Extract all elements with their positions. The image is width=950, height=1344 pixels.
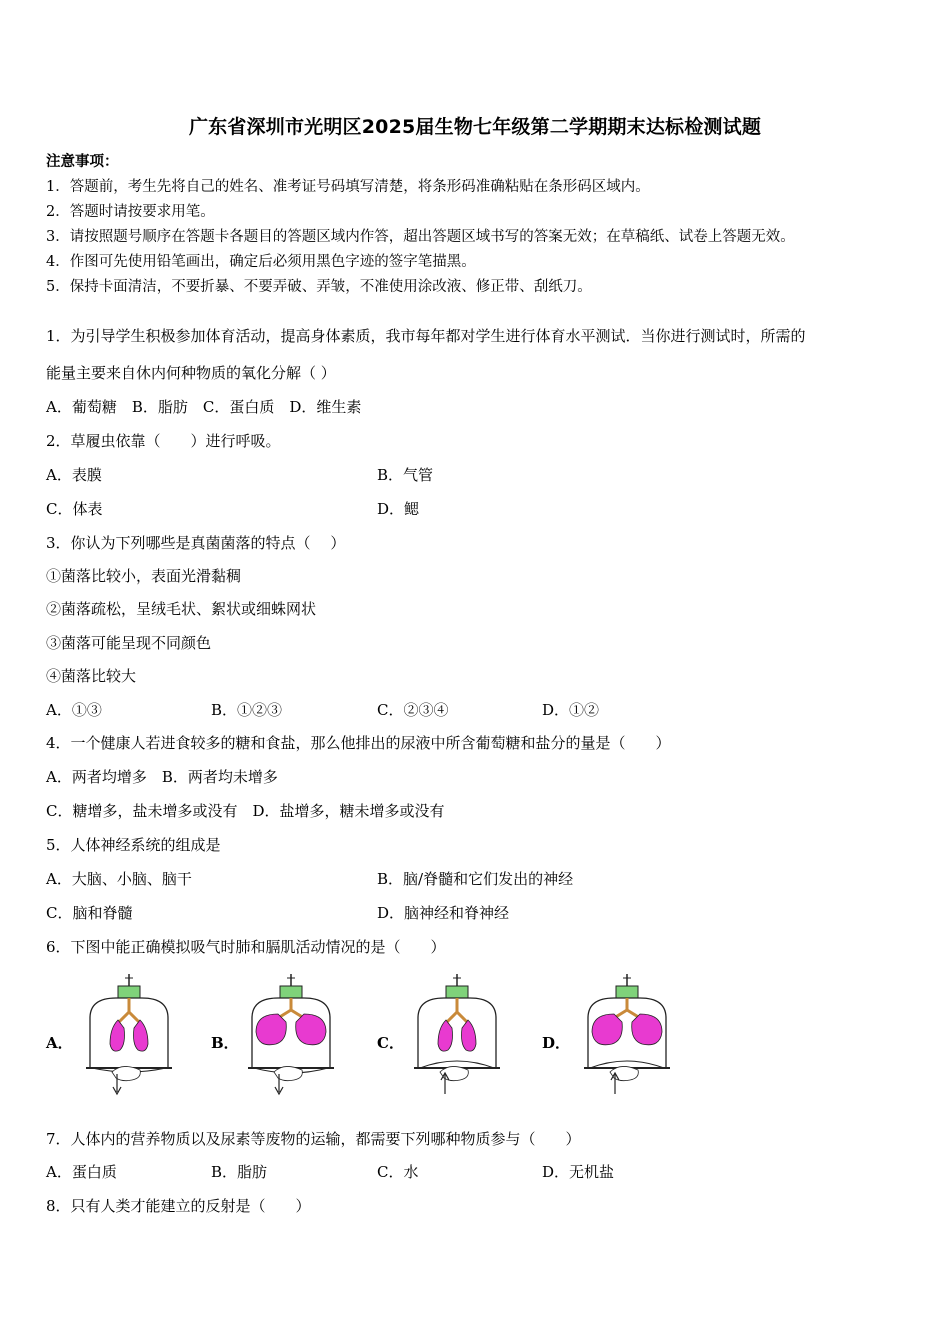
q2-option-a: A．表膜 — [46, 466, 102, 484]
q6-figure-b[interactable] — [244, 968, 344, 1098]
q3-statement-4: ④菌落比较大 — [46, 667, 137, 685]
q6-figure-a[interactable] — [82, 968, 182, 1098]
q1-stem-line2: 能量主要来自休内何种物质的氧化分解（ ） — [46, 364, 336, 382]
q2-stem: 2．草履虫依靠（ ）进行呼吸。 — [46, 432, 281, 450]
q3-option-a: A．①③ — [46, 701, 102, 719]
q7-stem: 7．人体内的营养物质以及尿素等废物的运输，都需要下列哪种物质参与（ ） — [46, 1130, 581, 1148]
q5-option-b: B．脑/脊髓和它们发出的神经 — [377, 870, 574, 888]
q1-stem-line1: 1．为引导学生积极参加体育活动，提高身体素质，我市每年都对学生进行体育水平测试．当你进行测试时，所需的 — [46, 327, 806, 345]
q6-label-c: C． — [377, 1034, 404, 1052]
q7-option-c: C．水 — [377, 1163, 419, 1181]
q6-figure-d[interactable] — [580, 968, 680, 1098]
notice-item-1: 1．答题前，考生先将自己的姓名、准考证号码填写清楚，将条形码准确粘贴在条形码区域内。 — [46, 179, 650, 195]
q5-option-d: D．脑神经和脊神经 — [377, 904, 510, 922]
q3-statement-2: ②菌落疏松，呈绒毛状、絮状或细蛛网状 — [46, 600, 317, 618]
q3-option-c: C．②③④ — [377, 701, 449, 719]
q6-label-b: B． — [211, 1034, 239, 1052]
q2-option-b: B．气管 — [377, 466, 434, 484]
page-title: 广东省深圳市光明区2025届生物七年级第二学期期末达标检测试题 — [188, 116, 762, 138]
q3-option-d: D．①② — [542, 701, 600, 719]
notice-item-4: 4．作图可先使用铅笔画出，确定后必须用黑色字迹的签字笔描黑。 — [46, 254, 476, 270]
q5-option-a: A．大脑、小脑、脑干 — [46, 870, 192, 888]
q4-options-ab: A．两者均增多 B．两者均未增多 — [46, 768, 278, 786]
q5-stem: 5．人体神经系统的组成是 — [46, 836, 221, 854]
q3-statement-3: ③菌落可能呈现不同颜色 — [46, 634, 212, 652]
q1-options: A．葡萄糖 B．脂肪 C．蛋白质 D．维生素 — [46, 398, 362, 416]
notice-heading: 注意事项： — [46, 153, 119, 170]
q3-stem: 3．你认为下列哪些是真菌菌落的特点（ ） — [46, 534, 346, 552]
q7-option-a: A．蛋白质 — [46, 1163, 117, 1181]
q2-option-d: D．鳃 — [377, 500, 420, 518]
q2-option-c: C．体表 — [46, 500, 103, 518]
q7-option-d: D．无机盐 — [542, 1163, 615, 1181]
q6-label-d: D． — [542, 1034, 571, 1052]
q7-option-b: B．脂肪 — [211, 1163, 268, 1181]
notice-item-3: 3．请按照题号顺序在答题卡各题目的答题区域内作答，超出答题区域书写的答案无效；在草稿纸、试卷上答题无效。 — [46, 229, 795, 245]
notice-item-2: 2．答题时请按要求用笔。 — [46, 204, 215, 220]
q6-label-a: A． — [46, 1034, 73, 1052]
q6-stem: 6．下图中能正确模拟吸气时肺和膈肌活动情况的是（ ） — [46, 938, 446, 956]
q4-options-cd: C．糖增多，盐未增多或没有 D．盐增多，糖未增多或没有 — [46, 802, 445, 820]
q4-stem: 4．一个健康人若进食较多的糖和食盐，那么他排出的尿液中所含葡萄糖和盐分的量是（ ） — [46, 734, 671, 752]
q8-stem: 8．只有人类才能建立的反射是（ ） — [46, 1197, 311, 1215]
notice-item-5: 5．保持卡面清洁，不要折暴、不要弄破、弄皱，不准使用涂改液、修正带、刮纸刀。 — [46, 279, 592, 295]
q6-figure-c[interactable] — [410, 968, 510, 1098]
q3-option-b: B．①②③ — [211, 701, 283, 719]
q5-option-c: C．脑和脊髓 — [46, 904, 133, 922]
q6-figure-row — [46, 968, 686, 1098]
q3-statement-1: ①菌落比较小，表面光滑黏稠 — [46, 567, 242, 585]
